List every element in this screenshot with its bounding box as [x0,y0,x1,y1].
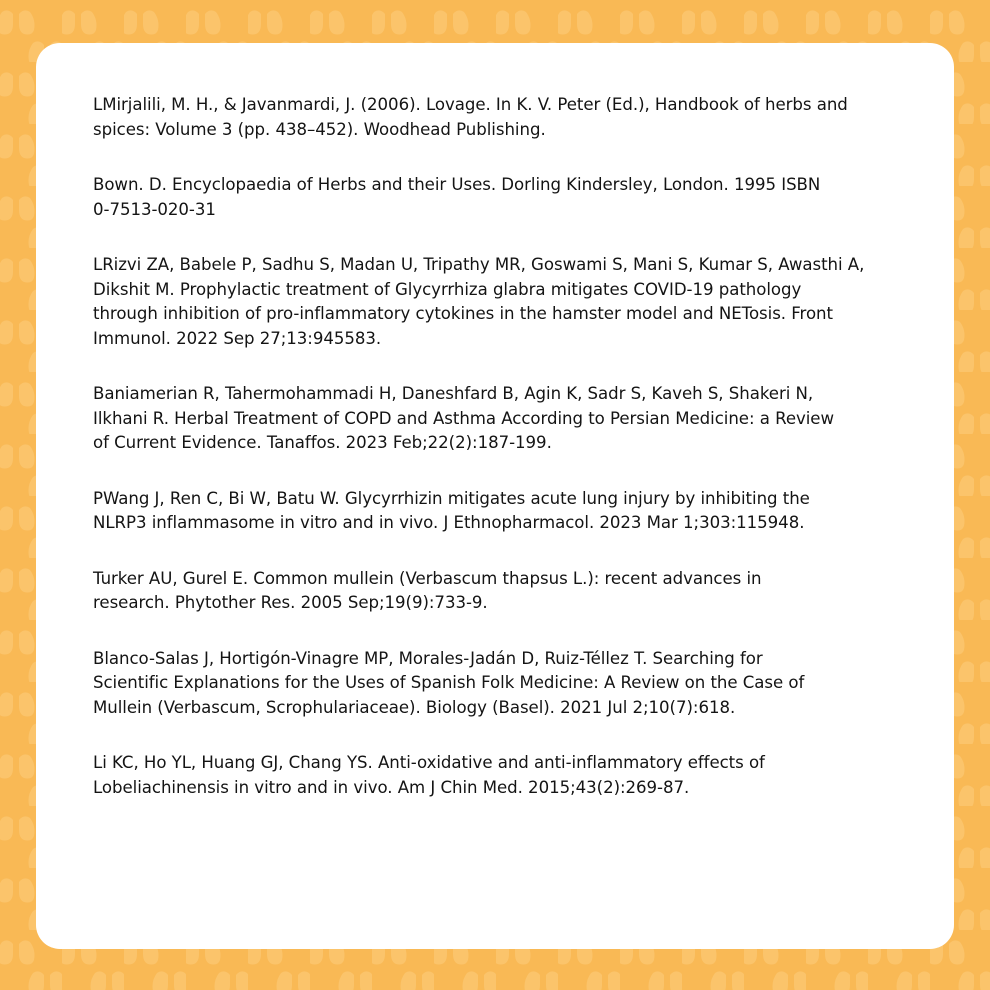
reference-text-line: PWang J, Ren C, Bi W, Batu W. Glycyrrhizin mitigates acute lung injury by inhibiting the [93,488,810,508]
reference-text-line: through inhibition of pro-inflammatory cytokines in the hamster model and NETosis. Front [93,304,833,323]
reference-item [93,382,913,456]
reference-text-line: research. Phytother Res. 2005 Sep;19(9):733-9. [93,593,488,612]
reference-text-line: Baniamerian R, Tahermohammadi H, Daneshfard B, Agin K, Sadr S, Kaveh S, Shakeri N, [93,384,814,403]
reference-text-line: of Current Evidence. Tanaffos. 2023 Feb;22(2):187-199. [93,433,552,452]
reference-item [93,567,913,616]
reference-text-line: Bown. D. Encyclopaedia of Herbs and their Uses. Dorling Kindersley, London. 1995 ISBN [93,175,821,194]
reference-text-line: Dikshit M. Prophylactic treatment of Glycyrrhiza glabra mitigates COVID-19 pathology [93,279,802,299]
reference-text-line: 0-7513-020-31 [93,199,216,219]
reference-text-line: spices: Volume 3 (pp. 438–452). Woodhead Publishing. [93,119,546,139]
reference-text-line: LRizvi ZA, Babele P, Sadhu S, Madan U, Tripathy MR, Goswami S, Mani S, Kumar S, Awasthi A, [93,255,865,274]
reference-text-line: Ilkhani R. Herbal Treatment of COPD and Asthma According to Persian Medicine: a Review [93,408,834,428]
reference-text-line: NLRP3 inflammasome in vitro and in vivo. J Ethnopharmacol. 2023 Mar 1;303:115948. [93,513,805,532]
reference-item [93,173,913,222]
reference-item [93,253,913,351]
reference-text-line: LMirjalili, M. H., & Javanmardi, J. (2006). Lovage. In K. V. Peter (Ed.), Handbook of herbs and [93,95,848,114]
reference-text-line: Blanco-Salas J, Hortigón-Vinagre MP, Morales-Jadán D, Ruiz-Téllez T. Searching for [93,648,763,668]
reference-item [93,93,913,142]
reference-text-line: Turker AU, Gurel E. Common mullein (Verbascum thapsus L.): recent advances in [93,568,762,588]
references-card [36,43,954,949]
reference-list [93,93,913,831]
reference-text-line: Lobeliachinensis in vitro and in vivo. Am J Chin Med. 2015;43(2):269-87. [93,777,690,797]
reference-text-line: Li KC, Ho YL, Huang GJ, Chang YS. Anti-oxidative and anti-inflammatory effects of [93,753,765,772]
reference-item [93,487,913,536]
reference-text-line: Mullein (Verbascum, Scrophulariaceae). Biology (Basel). 2021 Jul 2;10(7):618. [93,697,736,717]
reference-text-line: Scientific Explanations for the Uses of Spanish Folk Medicine: A Review on the Case of [93,673,805,692]
reference-item [93,751,913,800]
reference-text-line: Immunol. 2022 Sep 27;13:945583. [93,328,382,348]
reference-item [93,647,913,721]
